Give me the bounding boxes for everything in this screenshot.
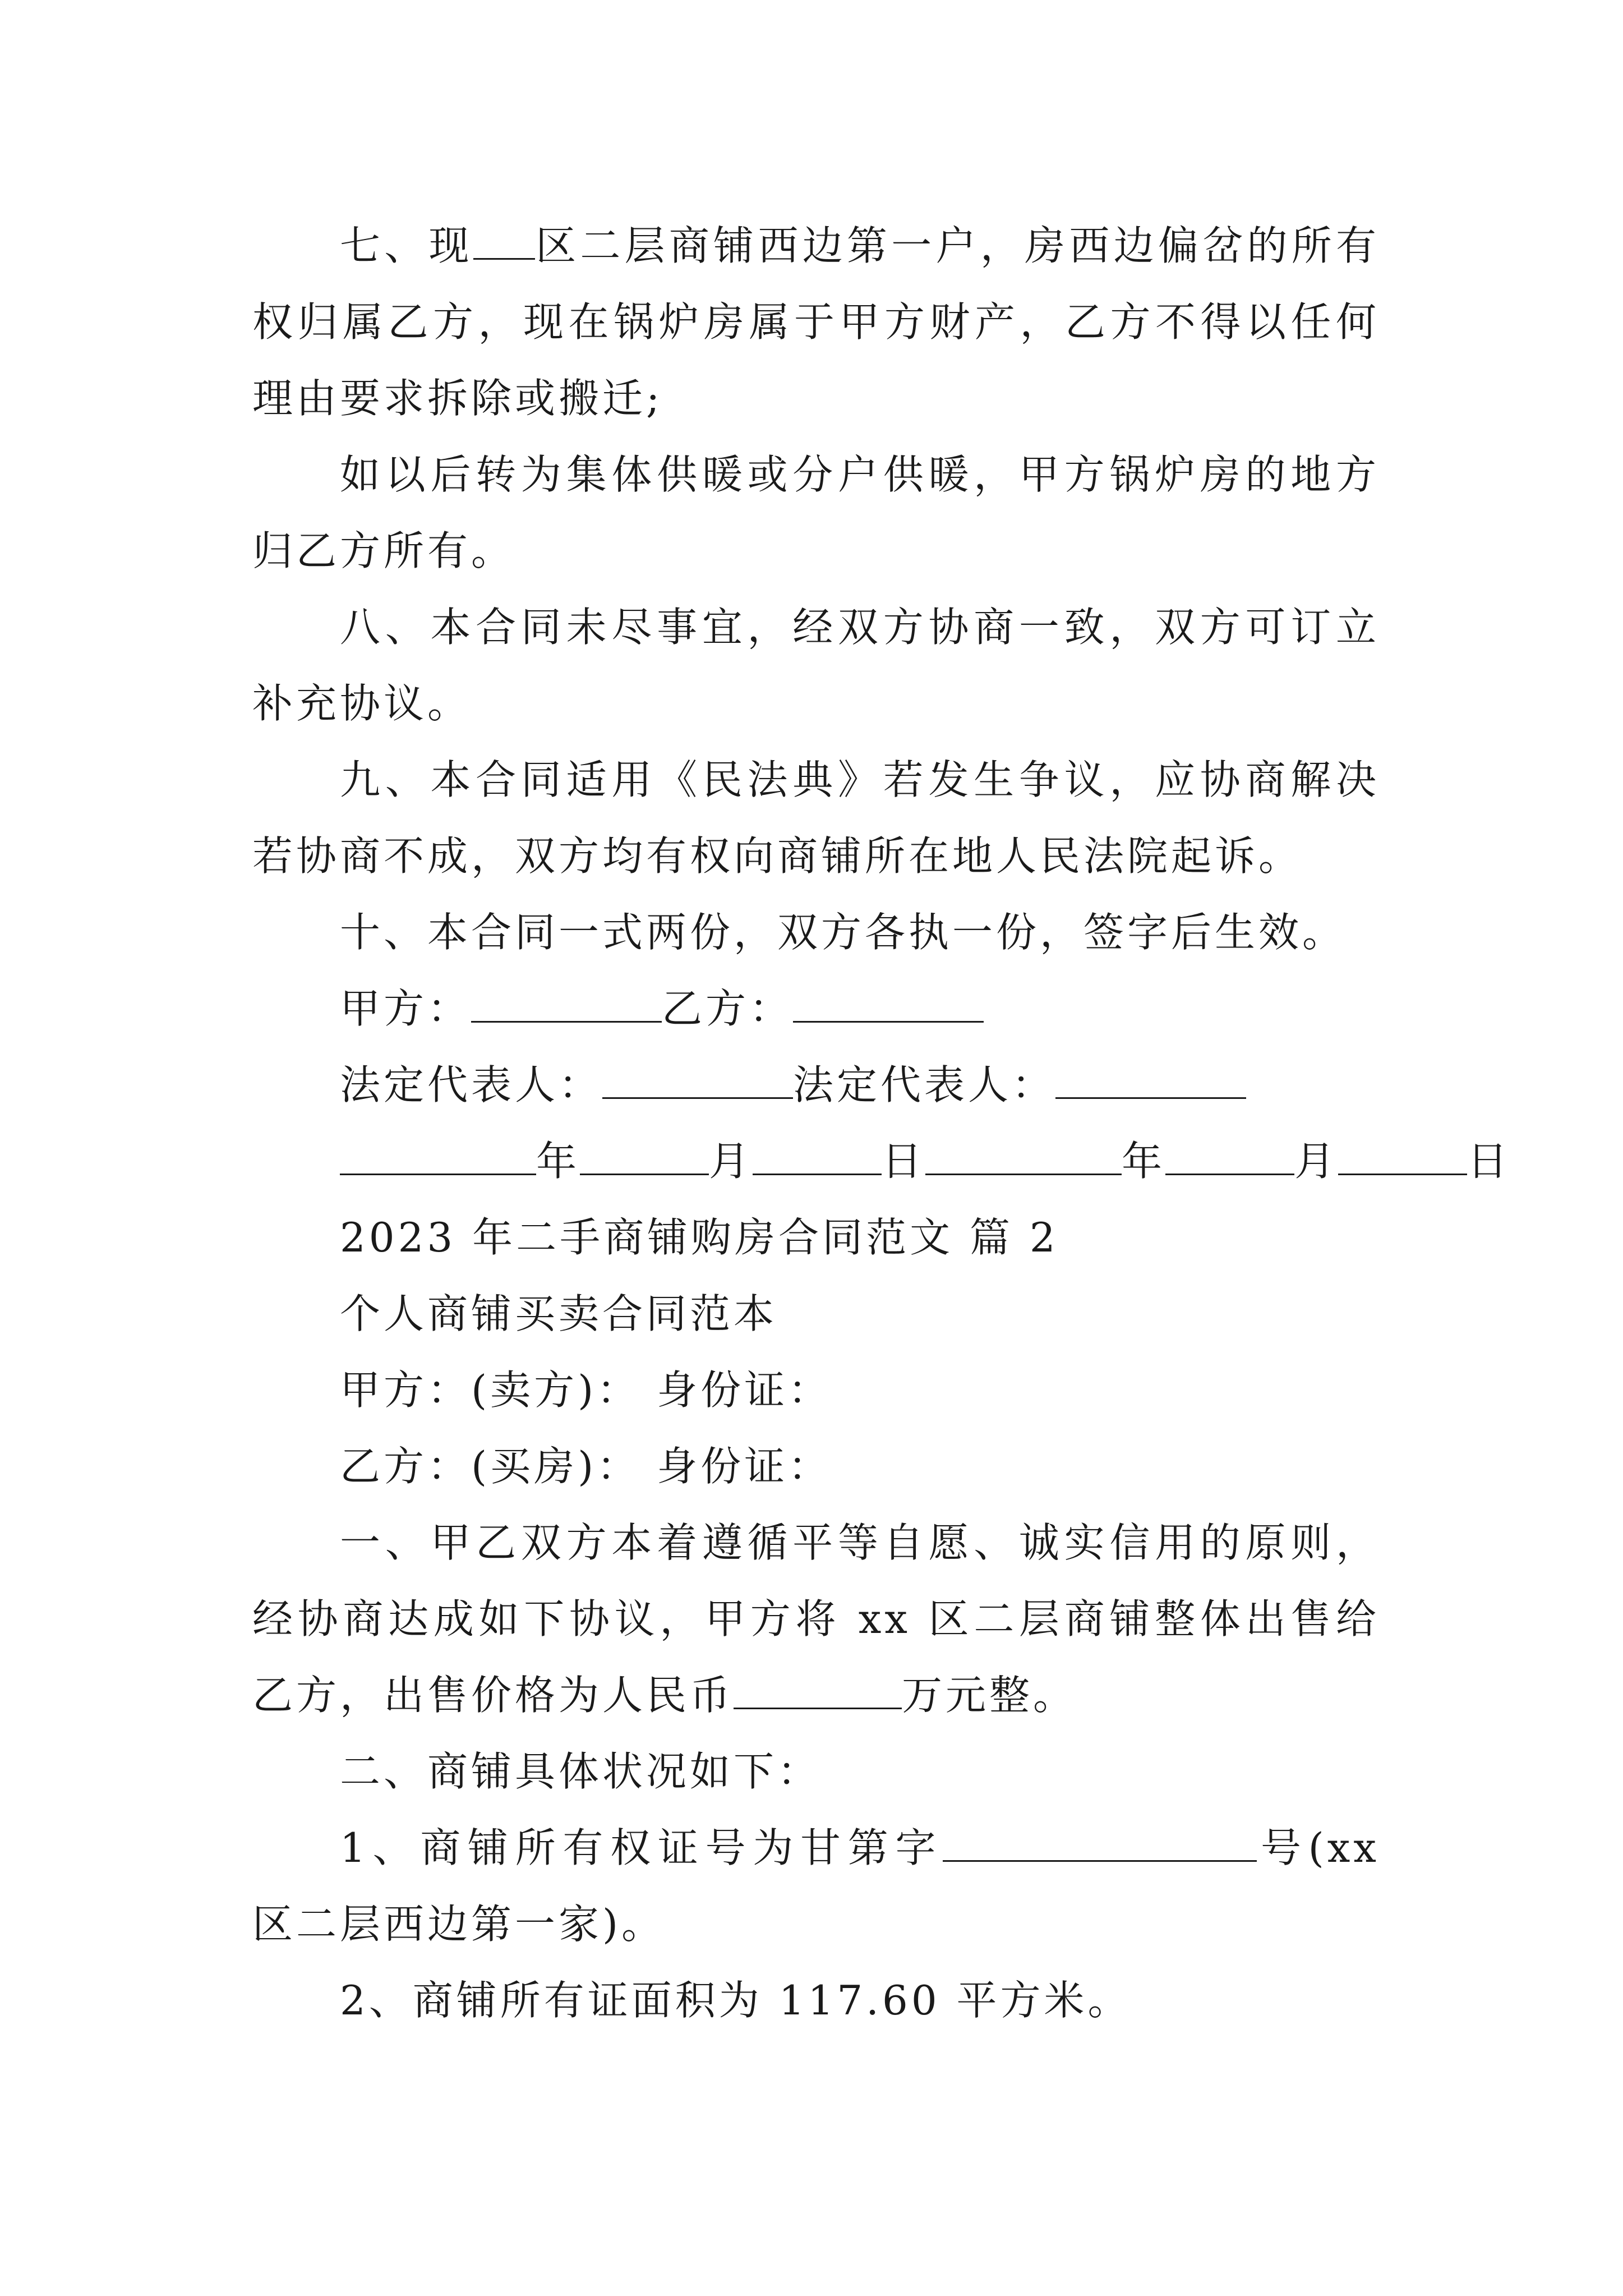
clause-7-start: 七、现	[340, 222, 473, 269]
date-a-day: 日	[882, 1138, 926, 1185]
clause-7-rest: 区二层商铺西边第一户，房西边偏岔的所有权归属乙方，现在锅炉房属于甲方财产，乙方不得以任何理由要求拆除或搬迁;	[252, 222, 1380, 422]
date-b-month: 月	[1294, 1138, 1339, 1185]
contract-title: 个人商铺买卖合同范本	[340, 1290, 778, 1337]
seller-line: 甲方：(卖方)： 身份证：	[340, 1366, 832, 1414]
date-a-year: 年	[536, 1138, 580, 1185]
date-a-year-blank	[340, 1141, 536, 1175]
article-1-text: 一、甲乙双方本着遵循平等自愿、诚实信用的原则，经协商达成如下协议，甲方将 xx 区二层商铺整体出售给乙方，出售价格为人民币	[252, 1519, 1380, 1719]
price-blank	[734, 1675, 902, 1709]
clause-9: 九、本合同适用《民法典》若发生争议，应协商解决若协商不成，双方均有权向商铺所在地人民法院起诉。	[252, 756, 1380, 880]
date-a-month-blank	[580, 1141, 709, 1175]
party-b-blank	[793, 988, 984, 1023]
article-2-item-2: 2、商铺所有证面积为 117.60 平方米。	[340, 1977, 1132, 2024]
clause-10: 十、本合同一式两份，双方各执一份，签字后生效。	[340, 909, 1347, 956]
document-body	[252, 208, 1511, 2039]
buyer-line: 乙方：(买房)： 身份证：	[340, 1443, 832, 1490]
date-b-day-blank	[1338, 1141, 1467, 1175]
date-b-year: 年	[1122, 1138, 1166, 1185]
rep-a-blank	[602, 1065, 793, 1099]
clause-7	[252, 208, 1380, 436]
party-b-label: 乙方：	[662, 985, 794, 1032]
clause-8: 八、本合同未尽事宜，经双方协商一致，双方可订立补充协议。	[252, 604, 1380, 727]
rep-b-blank	[1055, 1065, 1246, 1099]
signature-dates	[252, 1123, 1511, 1199]
party-a-blank	[471, 988, 662, 1023]
date-b-month-blank	[1165, 1141, 1294, 1175]
signature-parties	[252, 970, 1380, 1047]
date-a-day-blank	[753, 1141, 882, 1175]
district-blank	[473, 226, 535, 260]
certificate-number-blank	[943, 1828, 1257, 1862]
section-heading: 2023 年二手商铺购房合同范文 篇 2	[340, 1214, 1059, 1261]
rep-b-label: 法定代表人：	[793, 1061, 1056, 1108]
article-2: 二、商铺具体状况如下：	[340, 1748, 822, 1795]
article-1-end: 万元整。	[902, 1672, 1077, 1719]
article-2-item-1	[252, 1810, 1380, 1962]
item-1-text: 1、商铺所有权证号为甘第字	[340, 1824, 943, 1871]
article-1	[252, 1504, 1380, 1733]
rep-a-label: 法定代表人：	[340, 1061, 603, 1108]
date-a-month: 月	[709, 1138, 753, 1185]
date-b-year-blank	[925, 1141, 1122, 1175]
item-1-end: 号(xx 区二层西边第一家)。	[252, 1824, 1380, 1948]
date-b-day: 日	[1467, 1138, 1511, 1185]
signature-representatives	[252, 1047, 1380, 1123]
clause-7-continued: 如以后转为集体供暖或分户供暖，甲方锅炉房的地方归乙方所有。	[252, 451, 1380, 574]
party-a-label: 甲方：	[340, 985, 472, 1032]
